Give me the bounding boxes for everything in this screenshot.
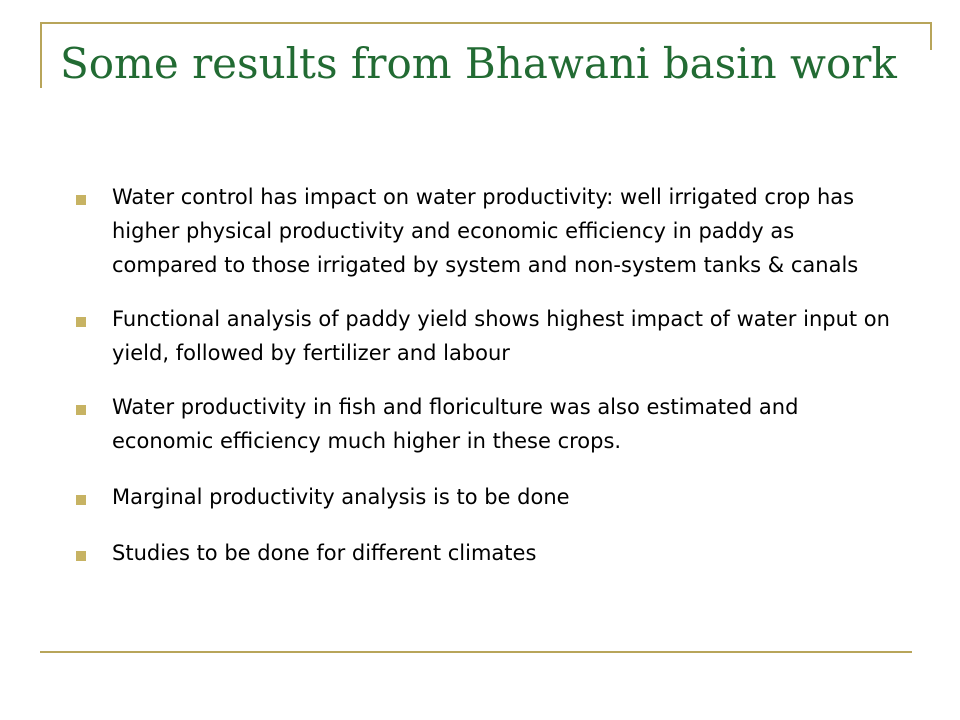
- square-bullet-icon: [76, 405, 86, 415]
- bullet-text: Marginal productivity analysis is to be done: [112, 485, 570, 509]
- left-rule: [40, 22, 42, 88]
- bullet-text: Functional analysis of paddy yield shows highest impact of water input on yield, followed by fertilizer and labour: [112, 307, 890, 365]
- bullet-item: [76, 390, 906, 458]
- bullet-list: [76, 180, 906, 570]
- bullet-text: Water productivity in fish and floriculture was also estimated and economic efficiency much higher in these crops.: [112, 395, 799, 453]
- slide-title: Some results from Bhawani basin work: [60, 39, 897, 88]
- square-bullet-icon: [76, 551, 86, 561]
- bottom-rule: [40, 651, 912, 653]
- bullet-text: Studies to be done for different climates: [112, 541, 537, 565]
- top-rule: [40, 22, 932, 24]
- square-bullet-icon: [76, 495, 86, 505]
- square-bullet-icon: [76, 317, 86, 327]
- bullet-item: [76, 480, 906, 514]
- square-bullet-icon: [76, 195, 86, 205]
- bullet-text: Water control has impact on water productivity: well irrigated crop has higher physical productivity and economic efficiency in paddy as compared to those irrigated by system and non-system tanks & canals: [112, 185, 859, 277]
- bullet-item: [76, 302, 906, 370]
- bullet-item: [76, 536, 906, 570]
- bullet-item: [76, 180, 906, 282]
- right-rule: [930, 22, 932, 50]
